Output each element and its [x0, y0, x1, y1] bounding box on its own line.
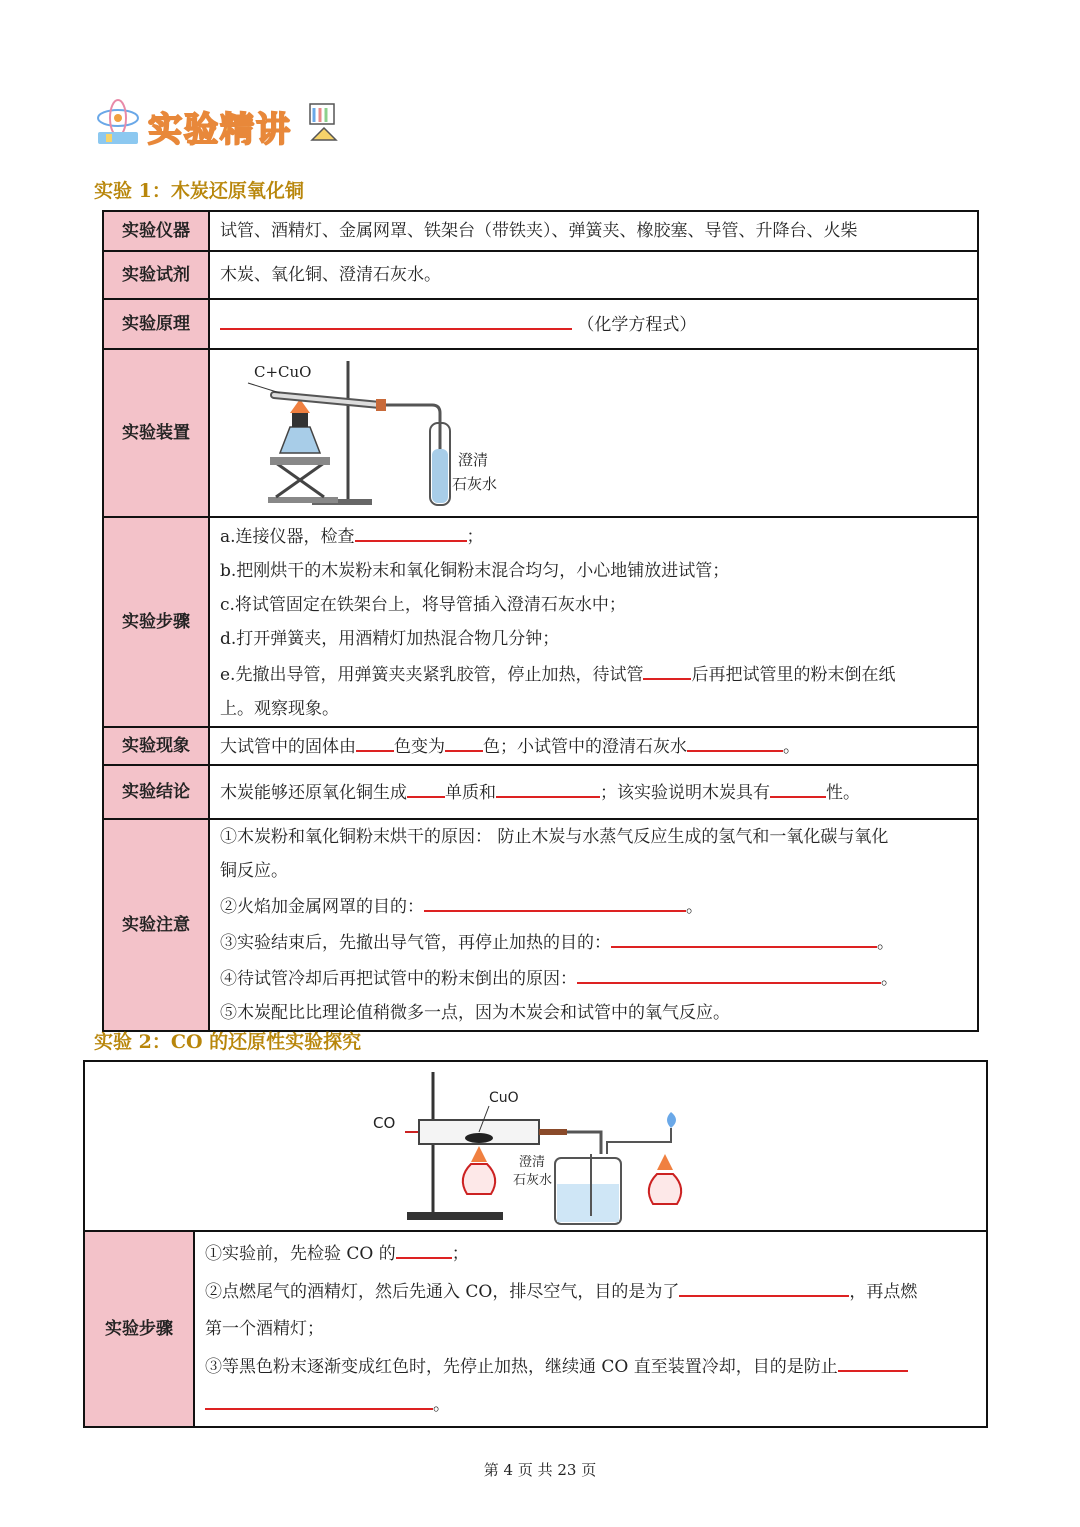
- exp2-step-1: ①实验前，先检验 CO 的 ；: [205, 1235, 976, 1273]
- note-5: ⑤木炭配比比理论值稍微多一点，因为木炭会和试管中的氧气反应。: [220, 1003, 730, 1023]
- row-label-notes: 实验注意: [103, 819, 209, 1031]
- step-e-cont: 上。观察现象。: [220, 699, 339, 719]
- row-label-phenomenon: 实验现象: [103, 727, 209, 765]
- step-e: [220, 656, 967, 692]
- step-d: d.打开弹簧夹，用酒精灯加热混合物几分钟；: [220, 629, 560, 649]
- exp2-step-3-blank-2[interactable]: [205, 1386, 433, 1410]
- exp2-table: [83, 1060, 988, 1428]
- lime-water-label-1: 澄清: [458, 451, 489, 469]
- exp2-step-2-cont: 第一个酒精灯；: [205, 1318, 324, 1339]
- note-2: ②火焰加金属网罩的目的： 。: [220, 888, 967, 924]
- step-e-text-2: 后再把试管里的粉末倒在纸: [691, 665, 896, 685]
- row-label-principle: 实验原理: [103, 299, 209, 349]
- row-label-apparatus: 实验装置: [103, 349, 209, 517]
- reagent-text: 木炭、氧化铜、澄清石灰水。: [209, 251, 978, 299]
- page-footer: 第 4 页 共 23 页: [483, 1461, 597, 1479]
- step-c: c.将试管固定在铁架台上，将导管插入澄清石灰水中；: [220, 595, 626, 615]
- step-b: b.把刚烘干的木炭粉末和氧化铜粉末混合均匀，小心地铺放进试管；: [220, 561, 730, 581]
- exp2-step-1-blank[interactable]: [396, 1235, 452, 1259]
- step-a-text: a.连接仪器，检查: [220, 527, 355, 547]
- row-label-conclusion: 实验结论: [103, 765, 209, 819]
- equation-blank[interactable]: [220, 306, 572, 330]
- step-e-blank[interactable]: [643, 656, 691, 680]
- lime-water-change-blank[interactable]: [687, 728, 783, 752]
- principle-suffix: （化学方程式）: [577, 315, 697, 335]
- science-icon: [92, 98, 152, 150]
- color-after-blank[interactable]: [445, 728, 483, 752]
- exp2-apparatus-cell: [84, 1061, 987, 1231]
- reactant-label: C+CuO: [254, 363, 312, 381]
- exp2-lime-label-1: 澄清: [518, 1155, 545, 1170]
- conclusion-cell: 木炭能够还原氧化铜生成 单质和 ；该实验说明木炭具有 性。: [209, 765, 978, 819]
- co-label: CO: [372, 1114, 395, 1132]
- color-before-blank[interactable]: [356, 728, 394, 752]
- exp2-title: 实验 2：CO 的还原性实验探究: [94, 1031, 362, 1053]
- note-2-blank[interactable]: [424, 888, 686, 912]
- exp2-lime-label-2: 石灰水: [512, 1173, 552, 1188]
- element-blank[interactable]: [407, 774, 445, 798]
- note-3-blank[interactable]: [611, 924, 877, 948]
- steps-cell: [209, 517, 978, 727]
- row-label-steps: 实验步骤: [103, 517, 209, 727]
- microscope-icon: [306, 100, 342, 148]
- notes-cell: [209, 819, 978, 1031]
- co-apparatus-diagram: [371, 1066, 701, 1226]
- row-label-instrument: 实验仪器: [103, 211, 209, 251]
- note-3: ③实验结束后，先撤出导气管，再停止加热的目的： 。: [220, 924, 967, 960]
- section-banner: [92, 98, 342, 150]
- exp2-step-2-blank[interactable]: [679, 1273, 849, 1297]
- apparatus-cell: [209, 349, 978, 517]
- exp2-steps-cell: [194, 1231, 987, 1427]
- note-1b: 铜反应。: [220, 861, 288, 881]
- instrument-text: 试管、酒精灯、金属网罩、铁架台（带铁夹）、弹簧夹、橡胶塞、导管、升降台、火柴: [209, 211, 978, 251]
- exp2-step-3-cont: 。: [205, 1386, 976, 1424]
- charcoal-apparatus-diagram: [220, 353, 520, 513]
- lime-water-label-2: 石灰水: [452, 475, 498, 493]
- gas-blank[interactable]: [496, 774, 600, 798]
- row-label-reagent: 实验试剂: [103, 251, 209, 299]
- exp2-step-3-blank[interactable]: [838, 1348, 908, 1372]
- exp2-row-label-steps: 实验步骤: [84, 1231, 194, 1427]
- property-blank[interactable]: [770, 774, 826, 798]
- step-a: [220, 518, 967, 554]
- exp1-table: [102, 210, 979, 1032]
- exp1-title: 实验 1：木炭还原氧化铜: [94, 180, 304, 202]
- phenomenon-cell: 大试管中的固体由 色变为 色；小试管中的澄清石灰水 。: [209, 727, 978, 765]
- step-a-end: ；: [466, 527, 484, 547]
- banner-title: 实验精讲: [148, 110, 292, 150]
- note-1a: ①木炭粉和氧化铜粉末烘干的原因： 防止木炭与水蒸气反应生成的氢气和一氧化碳与氧化: [220, 827, 889, 847]
- note-4: ④待试管冷却后再把试管中的粉末倒出的原因： 。: [220, 960, 967, 996]
- note-4-blank[interactable]: [577, 960, 881, 984]
- principle-cell: [209, 299, 978, 349]
- exp2-step-3: ③等黑色粉末逐渐变成红色时，先停止加热，继续通 CO 直至装置冷却，目的是防止: [205, 1348, 976, 1386]
- cuo-label: CuO: [488, 1090, 519, 1106]
- exp2-step-2: ②点燃尾气的酒精灯，然后先通入 CO，排尽空气，目的是为了 ，再点燃: [205, 1273, 976, 1311]
- step-a-blank[interactable]: [355, 518, 467, 542]
- step-e-text: e.先撤出导管，用弹簧夹夹紧乳胶管，停止加热，待试管: [220, 665, 644, 685]
